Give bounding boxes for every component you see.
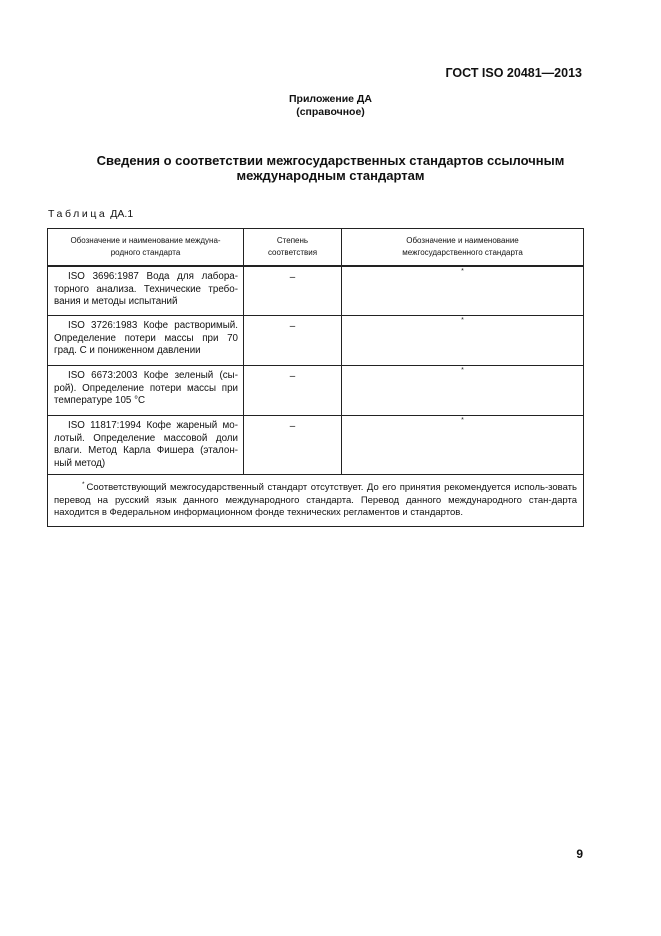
cell-interstate-standard: *: [342, 416, 584, 475]
appendix-heading: [0, 93, 661, 119]
cell-international-standard: [48, 416, 244, 475]
cell-text: ISO 3696:1987 Вода для лабора-торного анализа. Технические требо-вания и методы испытаний: [54, 271, 238, 307]
table-caption-word: Таблица: [48, 208, 108, 220]
cell-text: ISO 3726:1983 Кофе растворимый. Определение потери массы при 70 град. С и пониженном давлении: [54, 320, 238, 356]
page-number: 9: [576, 847, 583, 861]
header-international-standard: [48, 229, 244, 267]
page-title: [60, 153, 601, 183]
table-row: [48, 266, 584, 316]
cell-international-standard: [48, 316, 244, 366]
document-designation: ГОСТ ISO 20481—2013: [445, 66, 582, 80]
header-col2-line-2: соответствия: [267, 248, 318, 257]
cell-degree: –: [244, 316, 342, 366]
header-interstate-standard: [342, 229, 584, 267]
table-footnote: [48, 475, 584, 527]
cell-degree: –: [244, 366, 342, 416]
header-col3-line-1: Обозначение и наименование: [406, 236, 519, 245]
table-row: [48, 316, 584, 366]
cell-degree: –: [244, 266, 342, 316]
correspondence-table: [47, 228, 584, 527]
table-footnote-row: [48, 475, 584, 527]
header-col1-line-1: Обозначение и наименование междуна-: [70, 236, 221, 245]
header-col1-line-2: родного стандарта: [110, 248, 181, 257]
header-degree-of-conformity: [244, 229, 342, 267]
page-title-line-2: международным стандартам: [236, 168, 425, 183]
appendix-title: Приложение ДА: [289, 93, 372, 105]
table-row: [48, 366, 584, 416]
cell-interstate-standard: *: [342, 366, 584, 416]
table-caption-number: ДА.1: [110, 208, 134, 220]
cell-interstate-standard: *: [342, 266, 584, 316]
table-row: [48, 416, 584, 475]
cell-text: ISO 11817:1994 Кофе жареный мо-лотый. Определение массовой доли влаги. Метод Карла Фишера (эталон-ный метод): [54, 420, 238, 469]
appendix-type: (справочное): [296, 106, 365, 118]
page-title-line-1: Сведения о соответствии межгосударственных стандартов ссылочным: [96, 153, 565, 168]
table-header-row: [48, 229, 584, 267]
cell-interstate-standard: *: [342, 316, 584, 366]
cell-international-standard: [48, 366, 244, 416]
cell-text: ISO 6673:2003 Кофе зеленый (сы-рой). Определение потери массы при температуре 105 °C: [54, 370, 238, 406]
footnote-mark: *: [82, 481, 85, 488]
table-caption: [48, 208, 133, 220]
cell-degree: –: [244, 416, 342, 475]
header-col3-line-2: межгосударственного стандарта: [402, 248, 523, 257]
header-col2-line-1: Степень: [276, 236, 309, 245]
cell-international-standard: [48, 266, 244, 316]
footnote-text: Соответствующий межгосударственный стандарт отсутствует. До его принятия рекомендуется исполь-зовать перевод на русский язык данного международного стандарта. Перевод данного международного стан-дарта находится в Федеральном информационном фонде технических регламентов и стандартов.: [54, 482, 577, 518]
